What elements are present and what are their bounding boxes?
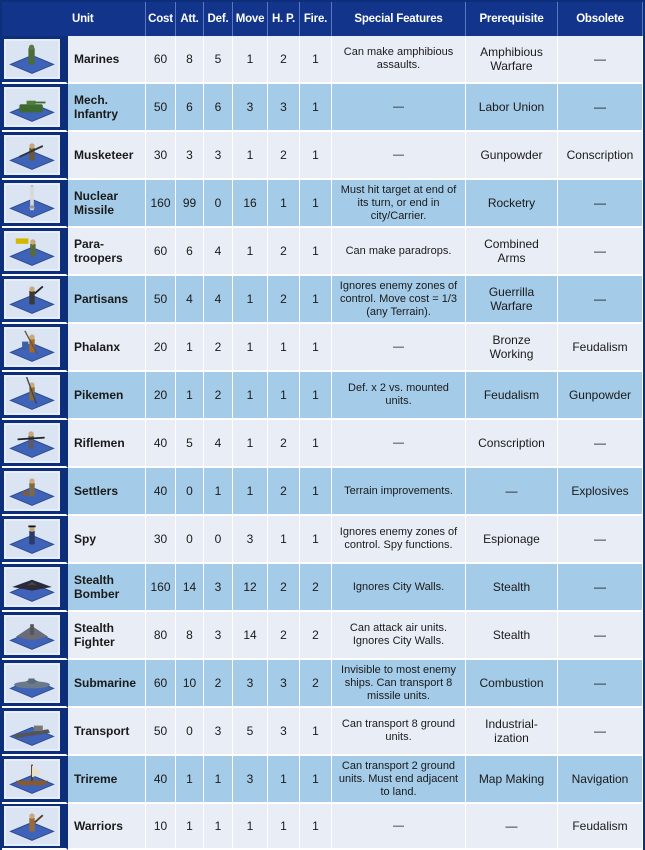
unit-fire: 1 [300, 84, 332, 132]
unit-att: 8 [176, 612, 204, 660]
unit-special: Ignores enemy zones of control. Move cost = 1/3 (any Terrain). [332, 276, 466, 324]
unit-def: 4 [204, 228, 233, 276]
unit-name: Partisans [68, 276, 146, 324]
table-row [2, 756, 643, 804]
unit-move: 1 [233, 804, 268, 850]
unit-name: Spy [68, 516, 146, 564]
unit-move: 1 [233, 276, 268, 324]
unit-prereq: Gunpowder [466, 132, 558, 180]
unit-att: 6 [176, 84, 204, 132]
unit-fire: 1 [300, 516, 332, 564]
table-row [2, 180, 643, 228]
header-fire: Fire. [300, 2, 332, 36]
submarine-icon [4, 663, 60, 703]
table-row [2, 324, 643, 372]
unit-cost: 60 [146, 228, 176, 276]
unit-att: 0 [176, 516, 204, 564]
unit-picture-cell [2, 84, 68, 132]
unit-cost: 40 [146, 756, 176, 804]
partisans-icon [4, 279, 60, 319]
unit-hp: 1 [268, 372, 300, 420]
header-att: Att. [176, 2, 204, 36]
table-row [2, 468, 643, 516]
unit-cost: 20 [146, 324, 176, 372]
riflemen-icon [4, 423, 60, 463]
unit-special: Can make amphibious assaults. [332, 36, 466, 84]
unit-hp: 2 [268, 36, 300, 84]
unit-cost: 50 [146, 708, 176, 756]
table-row [2, 228, 643, 276]
unit-picture-cell [2, 132, 68, 180]
unit-obsolete: — [558, 276, 643, 324]
nuclear-missile-icon [4, 183, 60, 223]
unit-cost: 160 [146, 180, 176, 228]
unit-name: Submarine [68, 660, 146, 708]
unit-picture-cell [2, 516, 68, 564]
header-def: Def. [204, 2, 233, 36]
unit-prereq: Guerrilla Warfare [466, 276, 558, 324]
unit-move: 1 [233, 420, 268, 468]
unit-picture-cell [2, 564, 68, 612]
unit-fire: 1 [300, 276, 332, 324]
unit-name: Nuclear Missile [68, 180, 146, 228]
unit-picture-cell [2, 660, 68, 708]
unit-move: 1 [233, 372, 268, 420]
header-obsolete: Obsolete [558, 2, 643, 36]
table-row [2, 372, 643, 420]
unit-hp: 2 [268, 228, 300, 276]
unit-obsolete: — [558, 84, 643, 132]
unit-obsolete: — [558, 180, 643, 228]
unit-name: Para-troopers [68, 228, 146, 276]
unit-move: 1 [233, 468, 268, 516]
unit-picture-cell [2, 756, 68, 804]
unit-att: 3 [176, 132, 204, 180]
unit-cost: 30 [146, 516, 176, 564]
table-row [2, 132, 643, 180]
unit-fire: 2 [300, 612, 332, 660]
unit-special: Must hit target at end of its turn, or end in city/Carrier. [332, 180, 466, 228]
unit-obsolete: — [558, 612, 643, 660]
unit-move: 1 [233, 36, 268, 84]
unit-obsolete: Feudalism [558, 804, 643, 850]
unit-hp: 2 [268, 612, 300, 660]
paratroopers-icon [4, 231, 60, 271]
unit-fire: 2 [300, 564, 332, 612]
unit-cost: 20 [146, 372, 176, 420]
unit-def: 0 [204, 180, 233, 228]
unit-cost: 50 [146, 276, 176, 324]
table-row [2, 84, 643, 132]
unit-obsolete: Feudalism [558, 324, 643, 372]
unit-prereq: Feudalism [466, 372, 558, 420]
unit-obsolete: — [558, 36, 643, 84]
header-unit: Unit [2, 2, 146, 36]
unit-prereq: Industrial-ization [466, 708, 558, 756]
unit-picture-cell [2, 372, 68, 420]
unit-prereq: Stealth [466, 564, 558, 612]
unit-prereq: — [466, 804, 558, 850]
unit-picture-cell [2, 468, 68, 516]
unit-att: 0 [176, 708, 204, 756]
unit-att: 1 [176, 756, 204, 804]
unit-att: 1 [176, 324, 204, 372]
table-row [2, 36, 643, 84]
unit-prereq: Combined Arms [466, 228, 558, 276]
unit-name: Trireme [68, 756, 146, 804]
unit-picture-cell [2, 36, 68, 84]
unit-prereq: Stealth [466, 612, 558, 660]
unit-special: Can transport 2 ground units. Must end adjacent to land. [332, 756, 466, 804]
unit-special: Ignores City Walls. [332, 564, 466, 612]
table-row [2, 564, 643, 612]
unit-name: Phalanx [68, 324, 146, 372]
unit-cost: 40 [146, 468, 176, 516]
transport-icon [4, 711, 60, 751]
unit-name: Warriors [68, 804, 146, 850]
unit-cost: 50 [146, 84, 176, 132]
settlers-icon [4, 471, 60, 511]
unit-def: 3 [204, 708, 233, 756]
unit-fire: 1 [300, 468, 332, 516]
table-row [2, 420, 643, 468]
unit-hp: 2 [268, 132, 300, 180]
unit-fire: 2 [300, 660, 332, 708]
unit-special: — [332, 420, 466, 468]
unit-picture-cell [2, 180, 68, 228]
unit-def: 2 [204, 660, 233, 708]
unit-def: 3 [204, 564, 233, 612]
unit-special: — [332, 84, 466, 132]
unit-att: 99 [176, 180, 204, 228]
table-row [2, 612, 643, 660]
unit-name: Mech. Infantry [68, 84, 146, 132]
unit-special: — [332, 324, 466, 372]
unit-name: Transport [68, 708, 146, 756]
unit-def: 1 [204, 468, 233, 516]
unit-def: 4 [204, 420, 233, 468]
unit-prereq: Bronze Working [466, 324, 558, 372]
unit-move: 14 [233, 612, 268, 660]
unit-cost: 160 [146, 564, 176, 612]
unit-picture-cell [2, 420, 68, 468]
unit-picture-cell [2, 708, 68, 756]
stealth-fighter-icon [4, 615, 60, 655]
unit-def: 0 [204, 516, 233, 564]
table-row [2, 708, 643, 756]
unit-cost: 30 [146, 132, 176, 180]
trireme-icon [4, 759, 60, 799]
unit-fire: 1 [300, 324, 332, 372]
unit-fire: 1 [300, 180, 332, 228]
unit-obsolete: Explosives [558, 468, 643, 516]
unit-hp: 1 [268, 324, 300, 372]
unit-obsolete: — [558, 228, 643, 276]
unit-move: 1 [233, 132, 268, 180]
unit-def: 6 [204, 84, 233, 132]
unit-obsolete: Navigation [558, 756, 643, 804]
marines-icon [4, 39, 60, 79]
unit-table-page [2, 2, 643, 834]
pikemen-icon [4, 375, 60, 415]
unit-move: 5 [233, 708, 268, 756]
unit-cost: 10 [146, 804, 176, 850]
unit-def: 1 [204, 804, 233, 850]
unit-obsolete: — [558, 420, 643, 468]
unit-move: 12 [233, 564, 268, 612]
unit-hp: 2 [268, 420, 300, 468]
unit-name: Pikemen [68, 372, 146, 420]
unit-move: 3 [233, 84, 268, 132]
unit-cost: 40 [146, 420, 176, 468]
unit-prereq: Rocketry [466, 180, 558, 228]
unit-hp: 2 [268, 564, 300, 612]
unit-prereq: Conscription [466, 420, 558, 468]
unit-hp: 2 [268, 468, 300, 516]
unit-def: 5 [204, 36, 233, 84]
unit-prereq: Espionage [466, 516, 558, 564]
unit-picture-cell [2, 228, 68, 276]
unit-cost: 60 [146, 660, 176, 708]
unit-att: 14 [176, 564, 204, 612]
unit-prereq: — [466, 468, 558, 516]
unit-def: 3 [204, 132, 233, 180]
table-row [2, 276, 643, 324]
unit-obsolete: — [558, 660, 643, 708]
units-table [2, 2, 643, 850]
unit-special: — [332, 804, 466, 850]
unit-hp: 1 [268, 756, 300, 804]
unit-name: Riflemen [68, 420, 146, 468]
header-move: Move [233, 2, 268, 36]
unit-att: 6 [176, 228, 204, 276]
unit-att: 4 [176, 276, 204, 324]
unit-att: 8 [176, 36, 204, 84]
phalanx-icon [4, 327, 60, 367]
unit-name: Marines [68, 36, 146, 84]
unit-prereq: Map Making [466, 756, 558, 804]
unit-hp: 3 [268, 708, 300, 756]
unit-att: 10 [176, 660, 204, 708]
unit-def: 2 [204, 372, 233, 420]
unit-name: Stealth Fighter [68, 612, 146, 660]
header-hp: H. P. [268, 2, 300, 36]
unit-hp: 2 [268, 276, 300, 324]
table-row [2, 516, 643, 564]
unit-special: Can transport 8 ground units. [332, 708, 466, 756]
unit-special: — [332, 132, 466, 180]
unit-special: Can attack air units. Ignores City Walls. [332, 612, 466, 660]
spy-icon [4, 519, 60, 559]
unit-fire: 1 [300, 36, 332, 84]
unit-fire: 1 [300, 228, 332, 276]
unit-move: 3 [233, 516, 268, 564]
unit-hp: 1 [268, 180, 300, 228]
unit-prereq: Labor Union [466, 84, 558, 132]
unit-att: 1 [176, 372, 204, 420]
unit-special: Can make paradrops. [332, 228, 466, 276]
unit-hp: 3 [268, 84, 300, 132]
unit-special: Invisible to most enemy ships. Can transport 8 missile units. [332, 660, 466, 708]
unit-cost: 80 [146, 612, 176, 660]
unit-move: 16 [233, 180, 268, 228]
unit-name: Settlers [68, 468, 146, 516]
header-special: Special Features [332, 2, 466, 36]
unit-def: 2 [204, 324, 233, 372]
unit-special: Terrain improvements. [332, 468, 466, 516]
unit-obsolete: Gunpowder [558, 372, 643, 420]
unit-picture-cell [2, 276, 68, 324]
mech-infantry-icon [4, 87, 60, 127]
unit-cost: 60 [146, 36, 176, 84]
header-prereq: Prerequisite [466, 2, 558, 36]
unit-prereq: Combustion [466, 660, 558, 708]
stealth-bomber-icon [4, 567, 60, 607]
unit-move: 3 [233, 756, 268, 804]
table-row [2, 660, 643, 708]
unit-hp: 3 [268, 660, 300, 708]
unit-fire: 1 [300, 372, 332, 420]
unit-picture-cell [2, 804, 68, 850]
unit-fire: 1 [300, 132, 332, 180]
unit-def: 1 [204, 756, 233, 804]
unit-def: 3 [204, 612, 233, 660]
unit-obsolete: Conscription [558, 132, 643, 180]
unit-name: Musketeer [68, 132, 146, 180]
unit-picture-cell [2, 324, 68, 372]
unit-move: 3 [233, 660, 268, 708]
unit-def: 4 [204, 276, 233, 324]
unit-hp: 1 [268, 516, 300, 564]
unit-fire: 1 [300, 804, 332, 850]
unit-special: Ignores enemy zones of control. Spy functions. [332, 516, 466, 564]
unit-obsolete: — [558, 708, 643, 756]
unit-move: 1 [233, 228, 268, 276]
unit-fire: 1 [300, 708, 332, 756]
unit-prereq: Amphibious Warfare [466, 36, 558, 84]
unit-hp: 1 [268, 804, 300, 850]
unit-fire: 1 [300, 756, 332, 804]
unit-move: 1 [233, 324, 268, 372]
header-row [2, 2, 643, 36]
table-row [2, 804, 643, 850]
unit-name: Stealth Bomber [68, 564, 146, 612]
unit-att: 5 [176, 420, 204, 468]
unit-picture-cell [2, 612, 68, 660]
warriors-icon [4, 806, 60, 846]
header-cost: Cost [146, 2, 176, 36]
unit-obsolete: — [558, 564, 643, 612]
musketeer-icon [4, 135, 60, 175]
unit-obsolete: — [558, 516, 643, 564]
unit-fire: 1 [300, 420, 332, 468]
unit-att: 0 [176, 468, 204, 516]
unit-att: 1 [176, 804, 204, 850]
unit-special: Def. x 2 vs. mounted units. [332, 372, 466, 420]
